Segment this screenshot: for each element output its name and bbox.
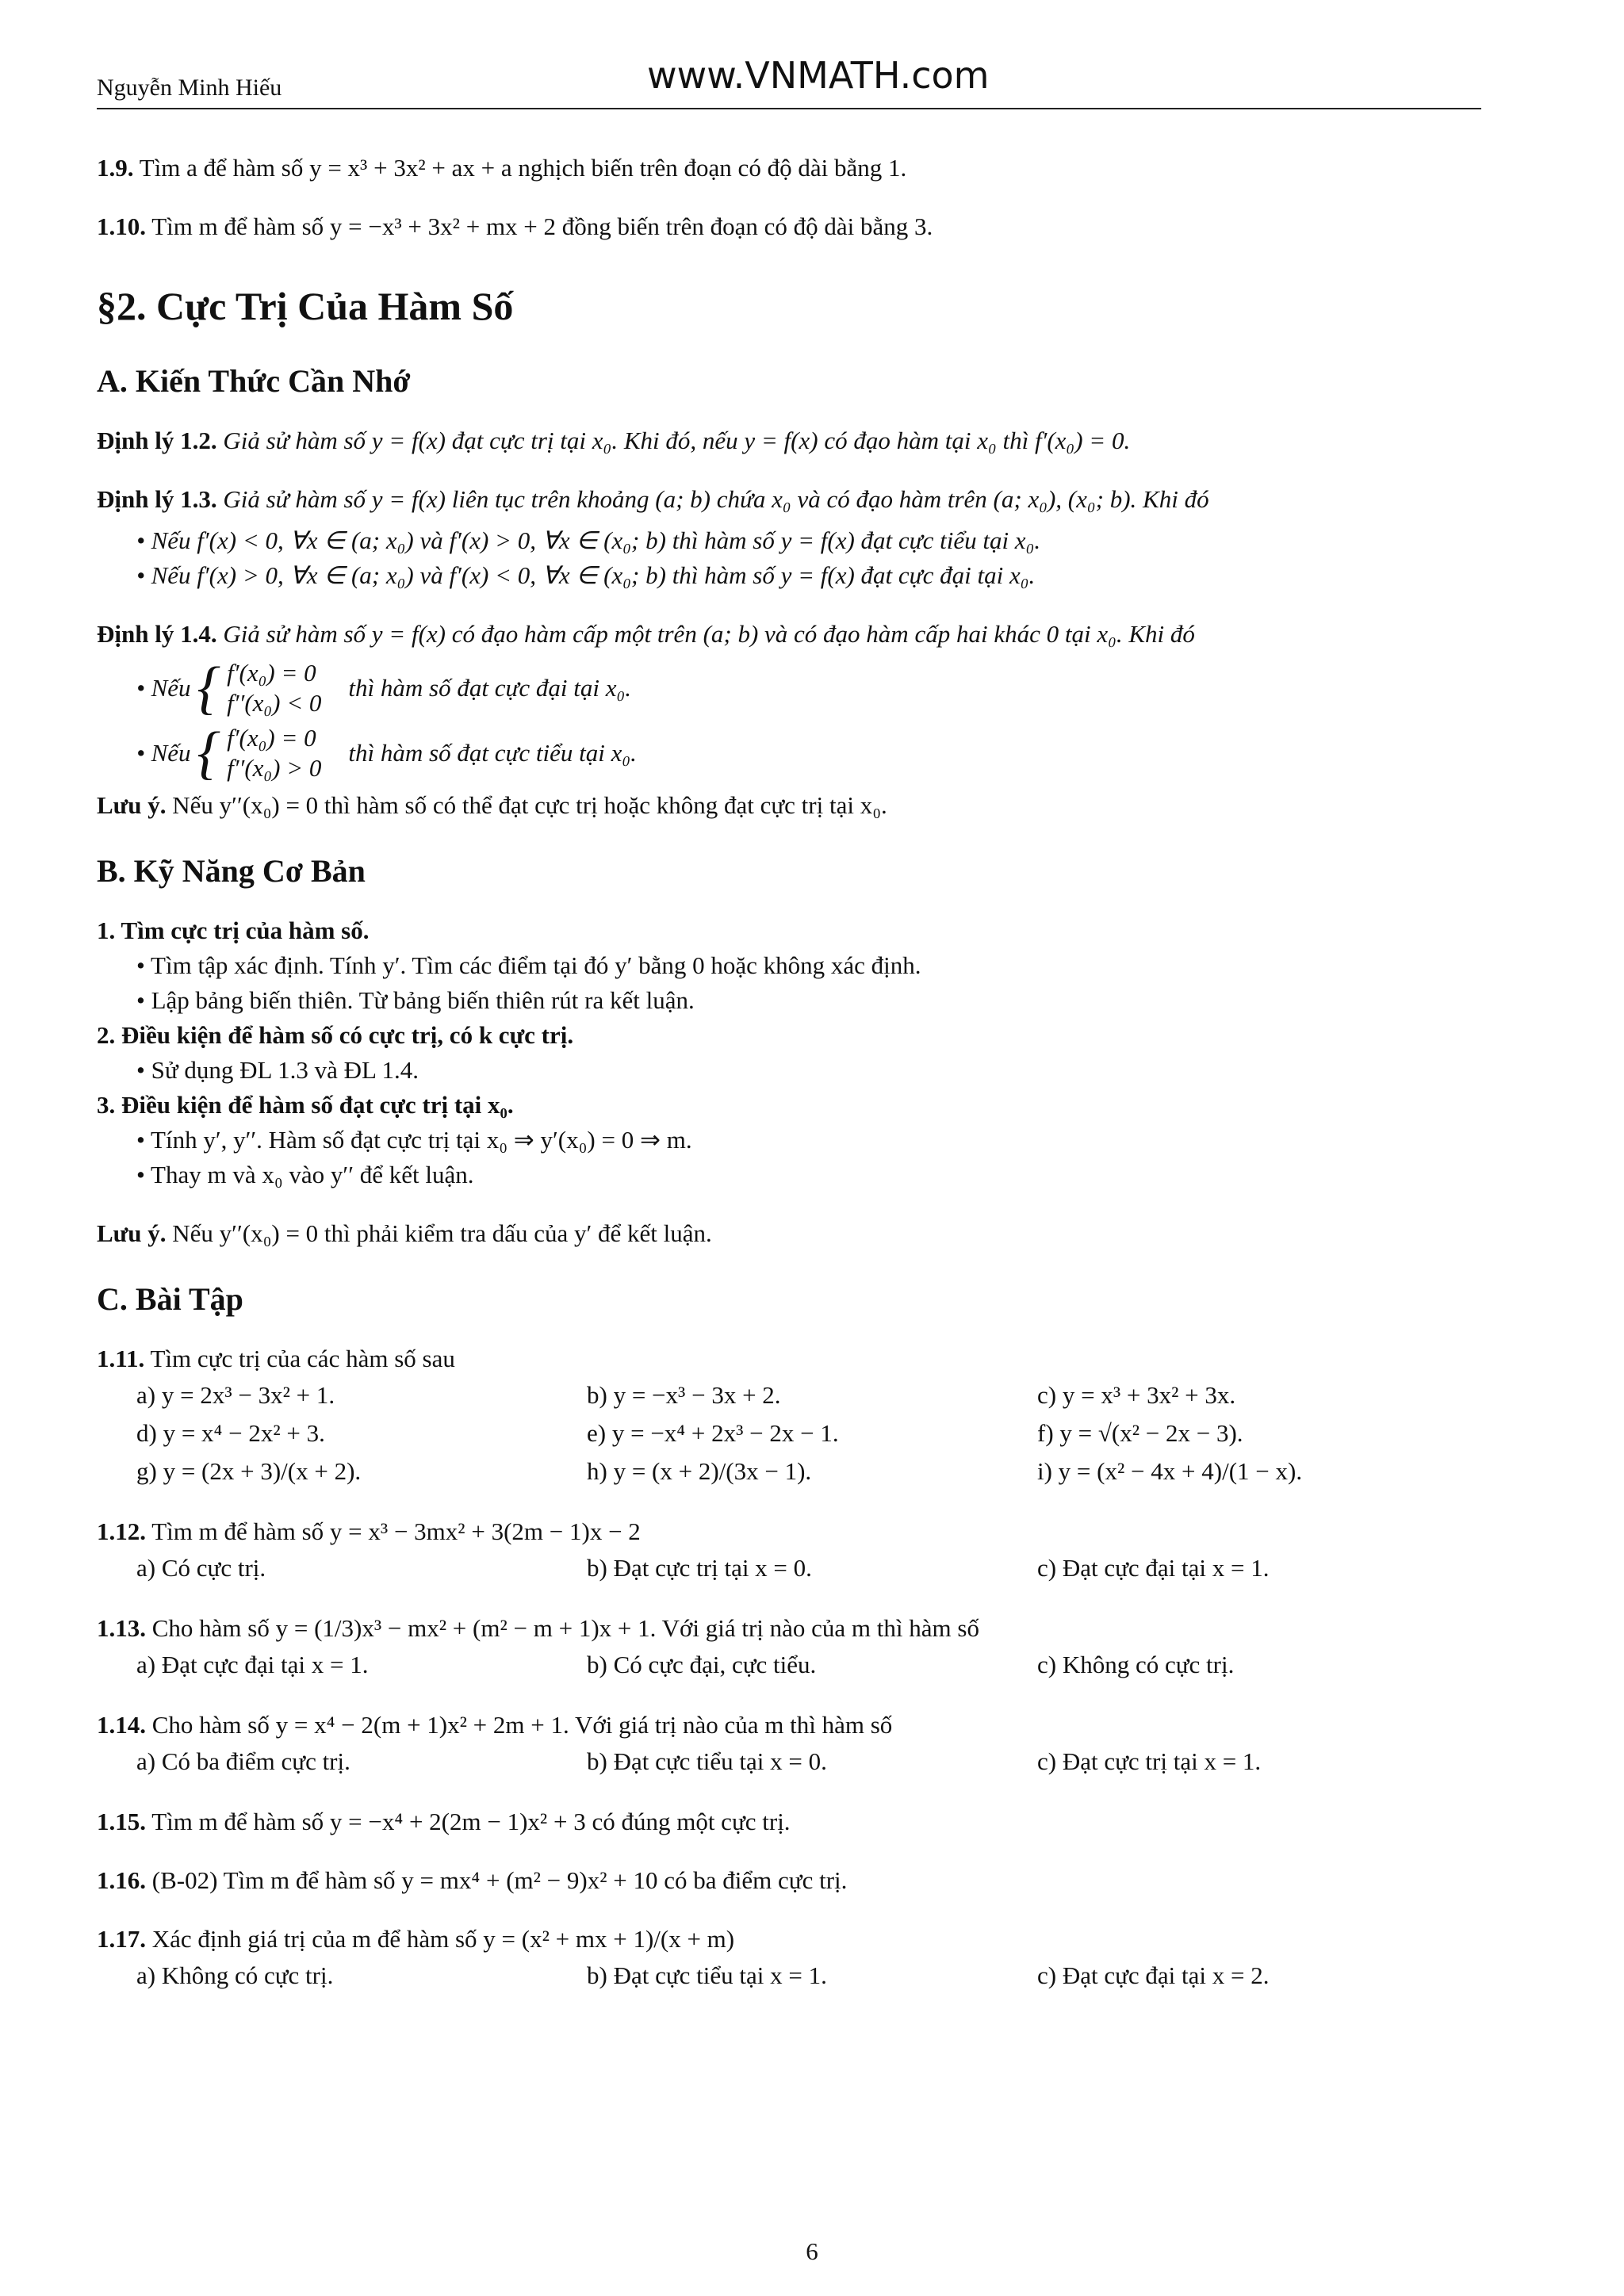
theorem-1-3-bullet-1: • Nếu f′(x) < 0, ∀x ∈ (a; x₀) và f′(x) > 0, ∀x ∈ (x₀; b) thì hàm số y = f(x) đạt cực tiểu tại x₀. [136, 526, 1041, 554]
subsection-b-title: B. Kỹ Năng Cơ Bản [97, 853, 366, 889]
exercise-1-10: 1.10. Tìm m để hàm số y = −x³ + 3x² + mx + 2 đồng biến trên đoạn có độ dài bằng 3. [97, 212, 933, 240]
exercise-1-14: 1.14. Cho hàm số y = x⁴ − 2(m + 1)x² + 2m + 1. Với giá trị nào của m thì hàm số [97, 1711, 893, 1739]
skill-3-heading: 3. Điều kiện để hàm số đạt cực trị tại x₀. [97, 1091, 514, 1119]
exercise-row: a) Đạt cực đại tại x = 1. b) Có cực đại, cực tiểu. c) Không có cực trị. [136, 1651, 1235, 1678]
theorem-1-3: Định lý 1.3. Giả sử hàm số y = f(x) liên tục trên khoảng (a; b) chứa x₀ và có đạo hàm trên (a; x₀), (x₀; b). Khi đó [97, 485, 1209, 513]
left-brace: { [197, 656, 221, 721]
exercise-row: d) y = x⁴ − 2x² + 3. e) y = −x⁴ + 2x³ − 2x − 1. f) y = √(x² − 2x − 3). [136, 1419, 1243, 1447]
subsection-a-title: A. Kiến Thức Cần Nhớ [97, 363, 411, 399]
exercise-1-15: 1.15. Tìm m để hàm số y = −x⁴ + 2(2m − 1)x² + 3 có đúng một cực trị. [97, 1808, 791, 1835]
page-number: 6 [806, 2237, 818, 2265]
page-content [97, 151, 1492, 1995]
skill-1-heading: 1. Tìm cực trị của hàm số. [97, 916, 370, 944]
note-2: Lưu ý. Nếu y′′(x₀) = 0 thì phải kiểm tra dấu của y′ để kết luận. [97, 1219, 712, 1247]
subsection-c-title: C. Bài Tập [97, 1281, 243, 1317]
note-1: Lưu ý. Nếu y′′(x₀) = 0 thì hàm số có thể đạt cực trị hoặc không đạt cực trị tại x₀. [97, 791, 887, 819]
theorem-1-4: Định lý 1.4. Giả sử hàm số y = f(x) có đạo hàm cấp một trên (a; b) và có đạo hàm cấp hai khác 0 tại x₀. Khi đó [97, 620, 1195, 648]
theorem-1-2: Định lý 1.2. Giả sử hàm số y = f(x) đạt cực trị tại x₀. Khi đó, nếu y = f(x) có đạo hàm tại x₀ thì f′(x₀) = 0. [97, 427, 1131, 454]
exercise-row: a) y = 2x³ − 3x² + 1. b) y = −x³ − 3x + 2. c) y = x³ + 3x² + 3x. [136, 1381, 1236, 1409]
exercise-1-12: 1.12. Tìm m để hàm số y = x³ − 3mx² + 3(2m − 1)x − 2 [97, 1517, 641, 1545]
exercise-1-16: 1.16. (B-02) Tìm m để hàm số y = mx⁴ + (m² − 9)x² + 10 có ba điểm cực trị. [97, 1866, 848, 1894]
skill-2-bullet-1: • Sử dụng ĐL 1.3 và ĐL 1.4. [136, 1056, 419, 1084]
skill-3-bullet-2: • Thay m và x₀ vào y′′ để kết luận. [136, 1161, 474, 1188]
theorem-1-4-case-1: • Nếu { f′(x₀) = 0 f′′(x₀) < 0 thì hàm số đạt cực đại tại x₀. [136, 656, 632, 721]
skill-3-bullet-1: • Tính y′, y′′. Hàm số đạt cực trị tại x₀ ⇒ y′(x₀) = 0 ⇒ m. [136, 1126, 692, 1154]
left-brace: { [197, 721, 221, 786]
exercise-1-9: 1.9. Tìm a để hàm số y = x³ + 3x² + ax + a nghịch biến trên đoạn có độ dài bằng 1. [97, 154, 907, 182]
exercise-row: a) Có ba điểm cực trị. b) Đạt cực tiểu tại x = 0. c) Đạt cực trị tại x = 1. [136, 1747, 1262, 1775]
exercise-1-13: 1.13. Cho hàm số y = (1/3)x³ − mx² + (m² − m + 1)x + 1. Với giá trị nào của m thì hàm số [97, 1614, 979, 1642]
theorem-1-3-bullet-2: • Nếu f′(x) > 0, ∀x ∈ (a; x₀) và f′(x) < 0, ∀x ∈ (x₀; b) thì hàm số y = f(x) đạt cực đại tại x₀. [136, 561, 1036, 589]
exercise-row: a) Có cực trị. b) Đạt cực trị tại x = 0. c) Đạt cực đại tại x = 1. [136, 1554, 1270, 1582]
section-title: §2. Cực Trị Của Hàm Số [97, 284, 514, 328]
author-name: Nguyễn Minh Hiếu [97, 75, 282, 101]
exercise-row: a) Không có cực trị. b) Đạt cực tiểu tại x = 1. c) Đạt cực đại tại x = 2. [136, 1961, 1270, 1989]
site-watermark: www.VNMATH.com [647, 54, 990, 97]
exercise-row: g) y = (2x + 3)/(x + 2). h) y = (x + 2)/(3x − 1). i) y = (x² − 4x + 4)/(1 − x). [136, 1457, 1303, 1485]
skill-2-heading: 2. Điều kiện để hàm số có cực trị, có k cực trị. [97, 1021, 574, 1049]
theorem-1-4-case-2: • Nếu { f′(x₀) = 0 f′′(x₀) > 0 thì hàm số đạt cực tiểu tại x₀. [136, 721, 637, 786]
exercise-1-11: 1.11. Tìm cực trị của các hàm số sau [97, 1345, 455, 1372]
exercise-1-17: 1.17. Xác định giá trị của m để hàm số y = (x² + mx + 1)/(x + m) [97, 1925, 735, 1953]
page-header [97, 48, 1481, 109]
skill-1-bullet-1: • Tìm tập xác định. Tính y′. Tìm các điểm tại đó y′ bằng 0 hoặc không xác định. [136, 951, 921, 979]
skill-1-bullet-2: • Lập bảng biến thiên. Từ bảng biến thiên rút ra kết luận. [136, 986, 695, 1014]
